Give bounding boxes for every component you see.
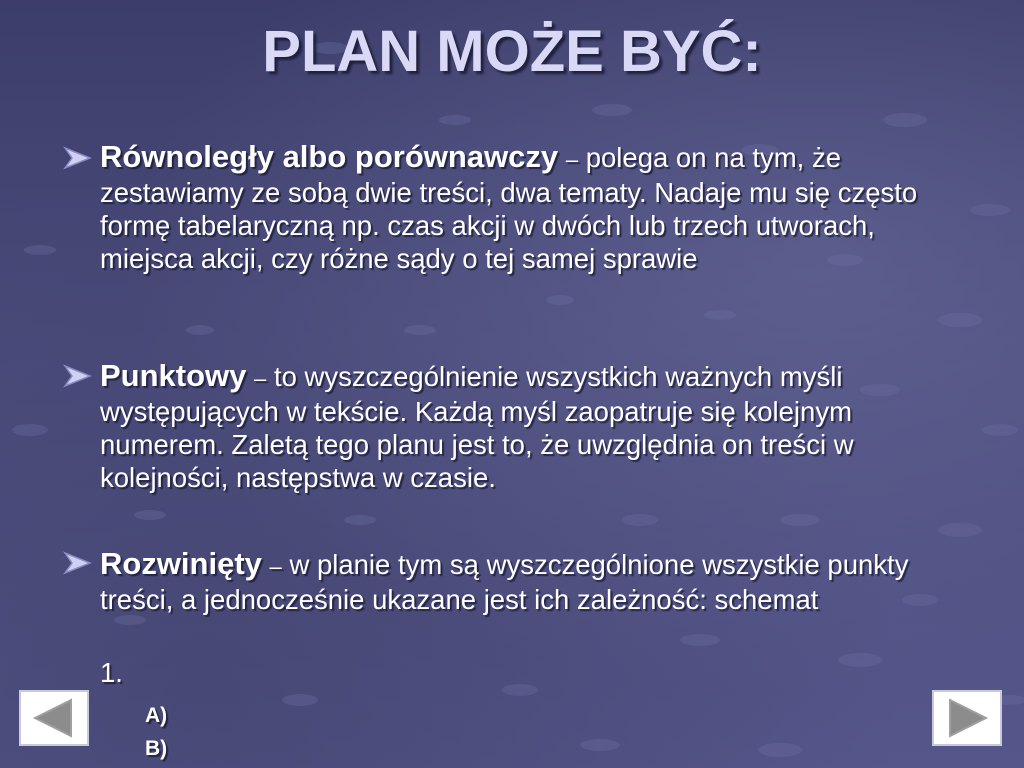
bullet-text: polega on na tym, że zestawiamy ze sobą dwie treści, dwa tematy. Nadaje mu się często formę tabelaryczną np. czas akcji w dwóch lub trzech utworach, miejsca akcji, czy różne sądy o tej samej sprawie [100, 142, 918, 274]
bullet-term: Rozwinięty [100, 546, 262, 581]
bullet-item-expanded [100, 547, 970, 616]
triangle-left-icon [21, 692, 87, 744]
bullet-arrow-icon [62, 362, 94, 390]
triangle-right-icon [934, 692, 1000, 744]
bullet-text: w planie tym są wyszczególnione wszystkie punkty treści, a jednocześnie ukazane jest ich zależność: schemat [100, 549, 909, 615]
bullet-dash: – [565, 147, 579, 172]
bullet-text: to wyszczególnienie wszystkich ważnych myśli występujących w tekście. Każdą myśl zaopatruje się kolejnym numerem. Zaletą tego planu jest to, że uwzględnia on treści w kolejności, następstwa w czasie. [100, 361, 854, 493]
bullet-dash: – [254, 366, 267, 391]
bullet-item-parallel [100, 140, 970, 275]
sub-item-b: B) [145, 737, 168, 760]
bullet-term: Równoległy albo porównawczy [100, 139, 559, 174]
bullet-arrow-icon [62, 144, 94, 172]
next-slide-button[interactable] [932, 690, 1002, 746]
bullet-dash: – [269, 554, 282, 579]
slide-title: PLAN MOŻE BYĆ: [262, 19, 762, 84]
numbered-item: 1. [100, 657, 123, 688]
bullet-arrow-icon [62, 549, 94, 577]
sub-item-a: A) [145, 704, 168, 727]
bullet-term: Punktowy [100, 358, 247, 393]
bullet-item-point [100, 359, 970, 494]
previous-slide-button[interactable] [19, 690, 89, 746]
